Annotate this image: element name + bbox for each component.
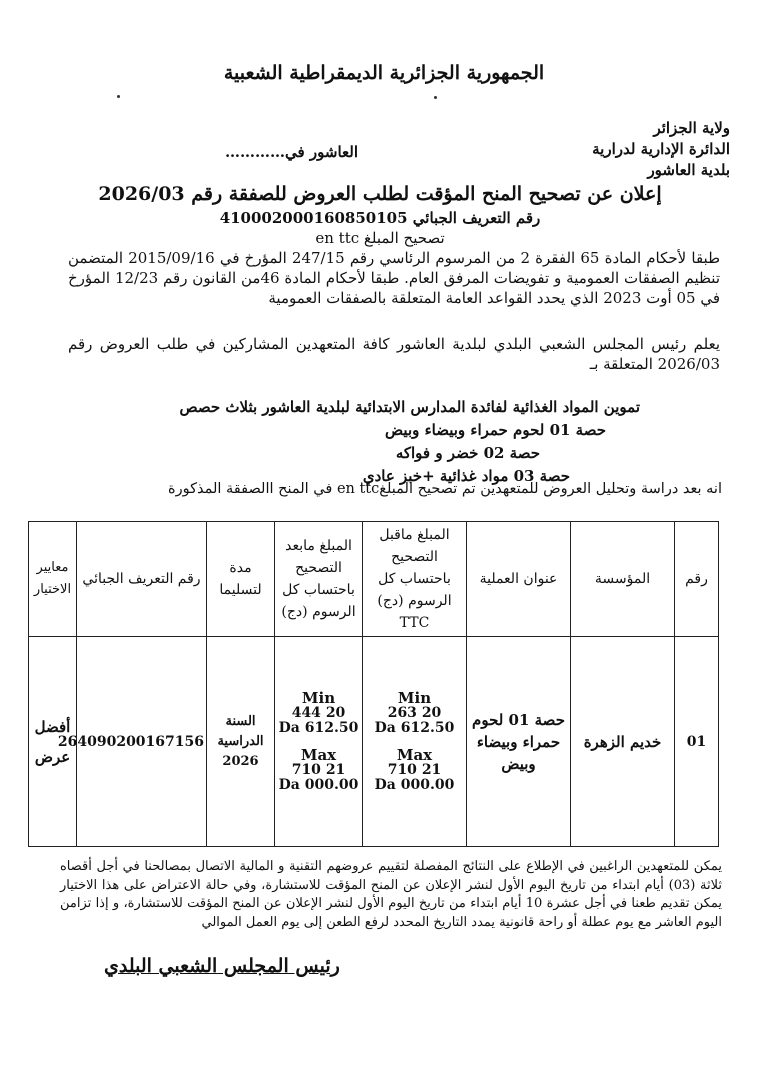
cell-operation: حصة 01 لحوم حمراء وبيضاء وبيض [467,637,571,847]
date-place: العاشور في………… [224,143,358,161]
lots-list [80,396,640,488]
after-max-value: 21 710 000.00 Da [278,761,359,793]
col-header-operation: عنوان العملية [467,522,571,637]
cell-company: خديم الزهرة [571,637,675,847]
col-header-num: رقم [675,522,719,637]
scan-speck [117,95,120,98]
col-header-amount-before: المبلغ ماقبل التصحيح باحتساب كل الرسوم (دج) TTC [363,522,467,637]
daira-line: الدائرة الإدارية لدرارية [592,140,730,158]
before-min-label: Min [397,688,432,707]
cell-num: 01 [675,637,719,847]
subject-line: تموين المواد الغذائية لفائدة المدارس الابتدائية لبلدية العاشور بثلاث حصص [179,398,640,416]
evaluation-statement: انه بعد دراسة وتحليل العروض للمتعهدين تم تصحيح المبلغen ttc في المنح االصفقة المذكورة [167,481,722,497]
before-min-value: 20 263 612.50 Da [374,704,455,736]
after-max-label: Max [300,745,337,764]
signature-title: رئيس المجلس الشعبي البلدي [104,955,340,977]
cell-duration: السنة الدراسية 2026 [207,637,275,847]
cell-nif: 264090200167156 [77,637,207,847]
scan-speck [434,96,437,99]
results-table [28,521,719,847]
table-row [29,637,719,847]
after-min-label: Min [301,688,336,707]
ttc-note: تصحيح المبلغ en ttc [315,229,445,247]
appeal-notes: يمكن للمتعهدين الراغبين في الإطلاع على النتائج المفصلة لتقييم عروضهم التقنية و المالية الاتصال بمصالحنا في أجل أقصاه ثلاثة (03) أيام ابتداء من تاريخ اليوم الأول لنشر الإعلان عن المنح المؤقت للاستشارة، وفي حالة الاعتراض على هذا الاختيار يمكن تقديم طعنا في أجل عشرة 10 أيام ابتداء من تاريخ اليوم الأول لنشر الإعلان عن المنح المؤقت للاستشارة، و إذا تزامن اليوم العاشر مع يوم عطلة أو راحة قانونية يمدد التاريخ المحدد لرفع الطعن إلى يوم العمل الموالي [60,859,723,930]
lot-3: حصة 03 مواد غذائية +خبز عادي [362,467,570,485]
announcement-paragraph: يعلم رئيس المجلس الشعبي البلدي لبلدية العاشور كافة المتعهدين المشاركين في طلب العروض رقم 2026/03 المتعلقة بـ [68,335,720,373]
col-header-criteria: معايير الاختيار [29,522,77,637]
col-header-company: المؤسسة [571,522,675,637]
cell-criteria: أفضل عرض [29,637,77,847]
wilaya-line: ولاية الجزائر [653,119,730,137]
after-min-value: 20 444 612.50 Da [278,704,359,736]
cell-amount-before [363,637,467,847]
table-header-row [29,522,719,637]
administrative-block [470,118,730,181]
before-max-label: Max [396,745,433,764]
cell-amount-after [275,637,363,847]
lot-1: حصة 01 لحوم حمراء وبيضاء وبيض [385,421,606,439]
notice-title: إعلان عن تصحيح المنح المؤقت لطلب العروض للصفقة رقم 2026/03 [98,183,662,205]
col-header-duration: مدة لتسليما [207,522,275,637]
legal-basis-paragraph: طبقا لأحكام المادة 65 الفقرة 2 من المرسوم الرئاسي رقم 247/15 المؤرخ في 2015/09/16 المتضمن تنظيم الصفقات العمومية و تفويضات المرفق العام. طبقا لأحكام المادة 46من القانون رقم 12/23 المؤرخ في 05 أوت 2023 الذي يحدد القواعد العامة المتعلقة بالصفقات العمومية [68,249,721,307]
col-header-nif: رقم التعريف الجبائي [77,522,207,637]
commune-line: بلدية العاشور [647,161,730,179]
notice-nif: رقم التعريف الجبائي 410002000160850105 [219,209,541,227]
lot-2: حصة 02 خضر و فواكه [395,444,540,462]
before-max-value: 21 710 000.00 Da [374,761,455,793]
col-header-amount-after: المبلغ مابعد التصحيح باحتساب كل الرسوم (دج) [275,522,363,637]
republic-heading: الجمهورية الجزائرية الديمقراطية الشعبية [223,62,545,84]
